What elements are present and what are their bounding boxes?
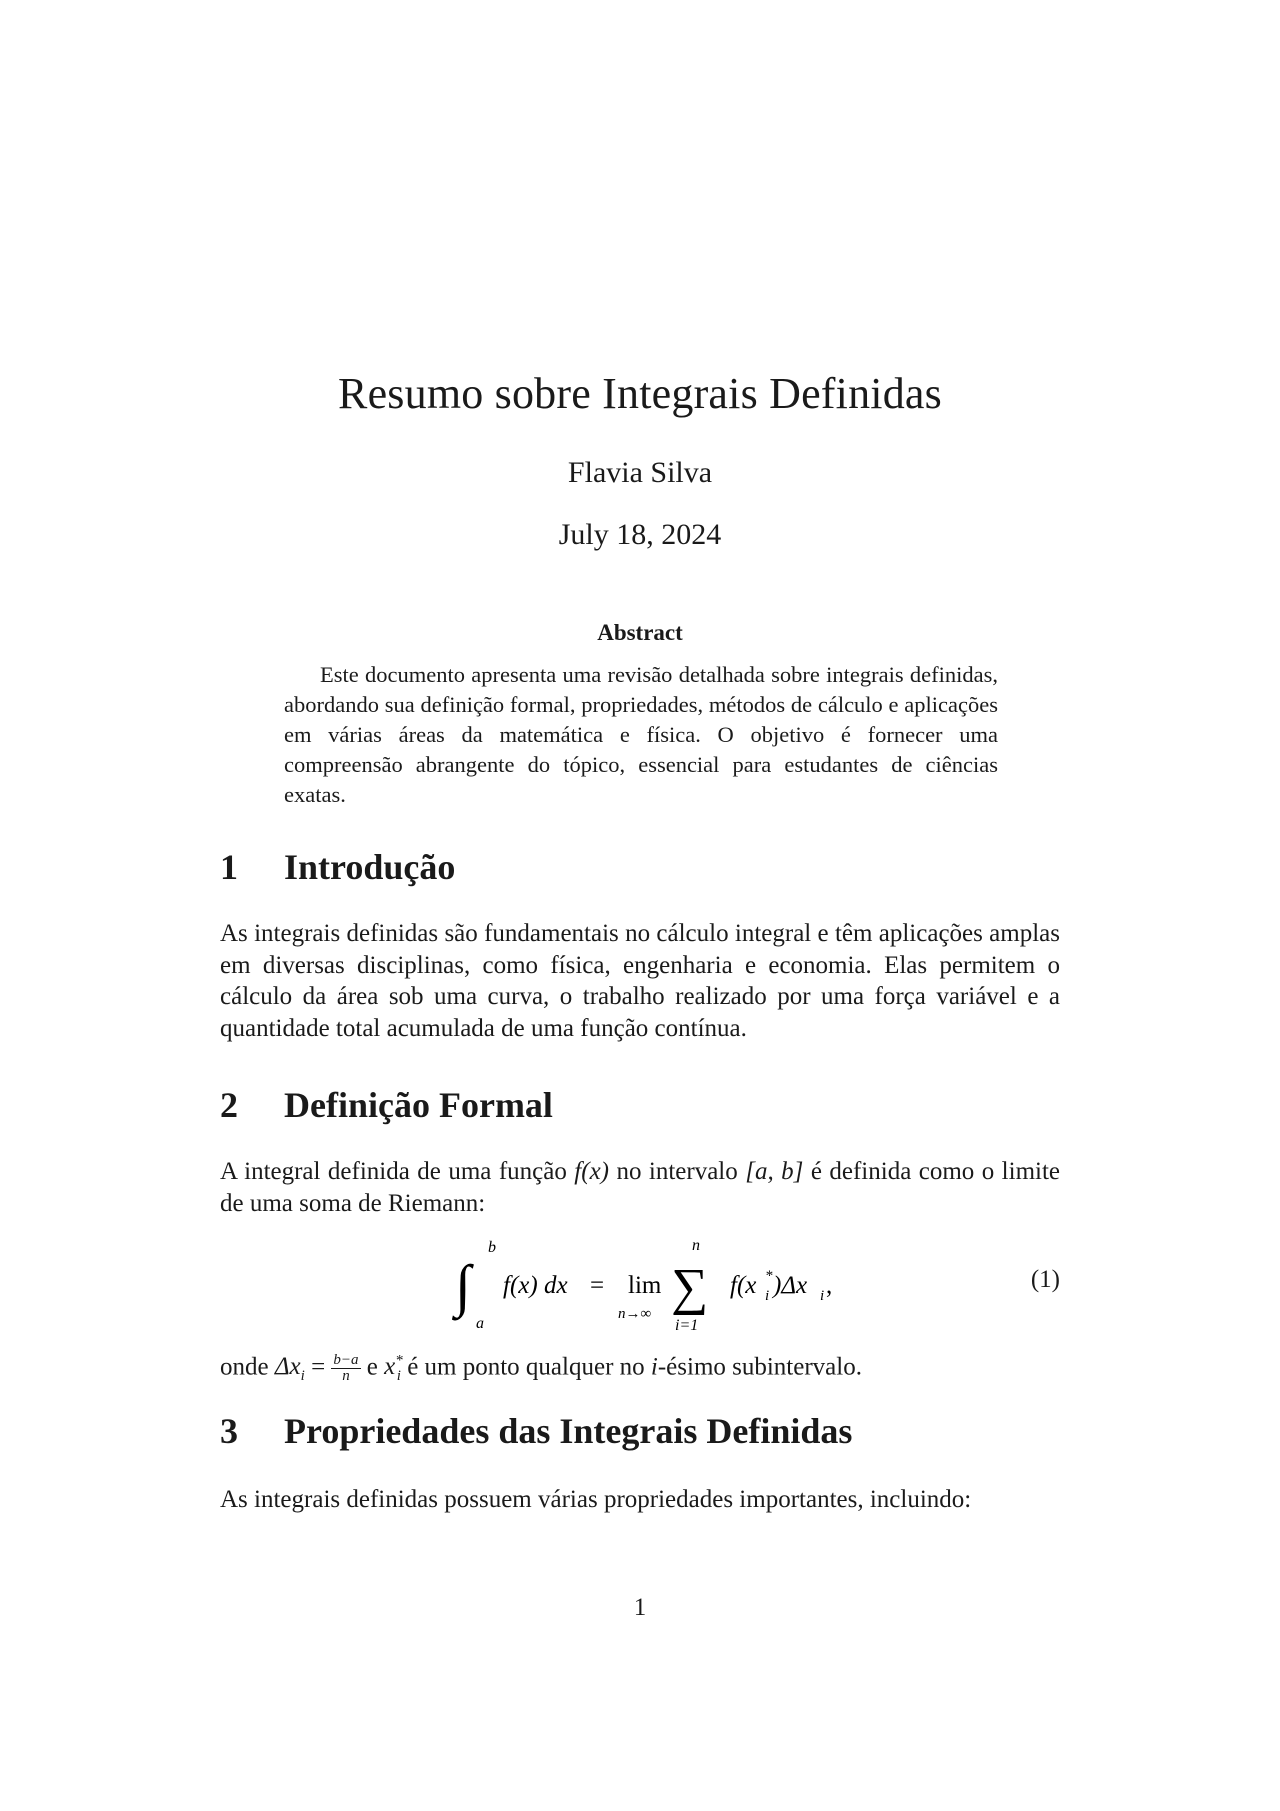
summand: f(x [730,1272,757,1299]
abstract-text: Este documento apresenta uma revisão detalhada sobre integrais definidas, abordando sua definição formal, propriedades, métodos de cálculo e aplicações em várias áreas da matemática e física. O objetivo é fornecer uma compreensão abrangente do tópico, essencial para estudantes de ciências exatas. [284,662,998,807]
trailing-comma: , [826,1272,833,1299]
section-2-onde-text: onde $\Delta x_i$ = $\frac{b-a}{n}$ e $x^*_i$ é um ponto qualquer no i-ésimo subintervalo. [220,1352,862,1385]
summand-sub-i: i [765,1288,770,1304]
section-title: Introdução [284,847,456,887]
section-number: 1 [220,847,238,887]
summand-star: * [765,1268,773,1284]
lim-subscript: n→∞ [618,1306,652,1322]
index-i: i [650,1353,658,1381]
integral-upper-limit: b [488,1239,496,1256]
equals-sign: = [590,1272,605,1299]
page-number: 1 [633,1594,647,1621]
document-title: Resumo sobre Integrais Definidas [338,369,942,418]
riemann-formula [220,1232,920,1332]
xi-star: $x^*_i$ [384,1353,403,1385]
sum-sign: ∑ [671,1259,709,1316]
sum-lower-limit: i=1 [675,1317,699,1332]
section-title: Propriedades das Integrais Definidas [284,1411,853,1451]
section-2-text: A integral definida de uma função f(x) no intervalo [a, b] é definida como o limite de uma soma de Riemann: [220,1158,1061,1217]
math-interval: [a, b] [745,1158,804,1185]
abstract-heading: Abstract [597,620,683,645]
integral-sign: ∫ [455,1253,471,1318]
document-date: July 18, 2024 [558,518,722,551]
section-title: Definição Formal [284,1085,553,1125]
section-number: 2 [220,1085,238,1125]
author-name: Flavia Silva [567,456,713,489]
sum-upper-limit: n [692,1237,700,1254]
integrand: f(x) dx [503,1272,568,1299]
lim-operator: lim [628,1272,662,1299]
delta-sub-i: i [820,1288,825,1304]
integral-lower-limit: a [476,1315,484,1332]
section-2-heading [220,1084,553,1126]
section-number: 3 [220,1411,238,1451]
summand-tail: )Δx [773,1272,808,1299]
math-fx: f(x) [574,1158,609,1185]
equation-number: (1) [1030,1266,1060,1293]
delta-xi-definition: $\Delta x_i$ [274,1353,305,1385]
riemann-equation [220,1232,1060,1332]
section-3-text: As integrais definidas possuem várias propriedades importantes, incluindo: [220,1486,972,1513]
section-3-heading [220,1410,852,1452]
section-1-text: As integrais definidas são fundamentais no cálculo integral e têm aplicações amplas em diversas disciplinas, como física, engenharia e economia. Elas permitem o cálculo da área sob uma curva, o trabalho realizado por uma força variável e a quantidade total acumulada de uma função contínua. [220,920,1060,1042]
section-1-heading [220,846,455,888]
fraction-b-minus-a-over-n: $\frac{b-a}{n}$ [333,1352,359,1385]
